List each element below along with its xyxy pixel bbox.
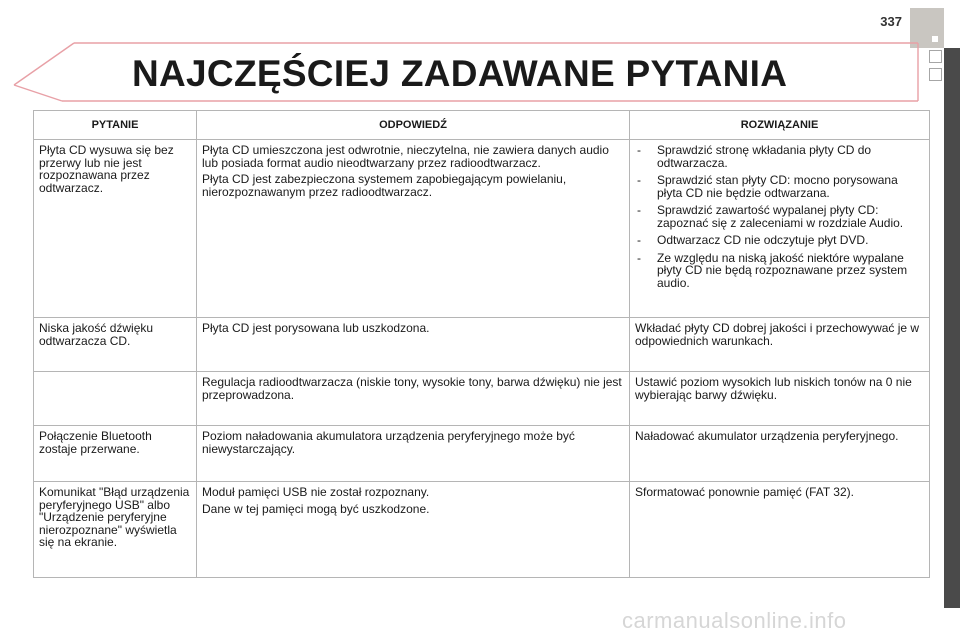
solution-item: - Ze względu na niską jakość niektóre wypalane płyty CD nie będą rozpoznawane przez system audio. <box>635 252 924 290</box>
table-row <box>34 482 930 578</box>
question-cell: Niska jakość dźwięku odtwarzacza CD. <box>34 318 197 372</box>
faq-table <box>33 110 930 578</box>
solution-item: - Sprawdzić zawartość wypalanej płyty CD: zapoznać się z zaleceniami w rozdziale Audio. <box>635 204 924 229</box>
solution-cell: Wkładać płyty CD dobrej jakości i przechowywać je w odpowiednich warunkach. <box>630 318 930 372</box>
table-row <box>34 426 930 482</box>
answer-text: Poziom naładowania akumulatora urządzenia peryferyjnego może być niewystarczający. <box>202 429 575 456</box>
solution-cell: Ustawić poziom wysokich lub niskich tonów na 0 nie wybierając barwy dźwięku. <box>630 372 930 426</box>
side-bar <box>944 48 960 608</box>
question-cell: Płyta CD wysuwa się bez przerwy lub nie jest rozpoznawana przez odtwarzacz. <box>34 140 197 318</box>
answer-cell <box>197 140 630 318</box>
solution-item: - Sprawdzić stronę wkładania płyty CD do odtwarzacza. <box>635 144 924 169</box>
page-title: NAJCZĘŚCIEJ ZADAWANE PYTANIA <box>132 53 788 94</box>
answer-cell <box>197 318 630 372</box>
answer-text: Moduł pamięci USB nie został rozpoznany. <box>202 485 430 499</box>
answer-text: Płyta CD jest zabezpieczona systemem zapobiegającym powielaniu, nierozpoznawanym przez radioodtwarzacz. <box>202 172 567 199</box>
header-question: PYTANIE <box>34 111 197 140</box>
question-cell <box>34 372 197 426</box>
watermark-text: carmanualsonline.info <box>622 608 847 633</box>
answer-text: Płyta CD umieszczona jest odwrotnie, nieczytelna, nie zawiera danych audio lub posiada format audio nieodtwarzany przez radioodtwarzacz. <box>202 143 609 170</box>
answer-cell <box>197 372 630 426</box>
answer-text: Płyta CD jest porysowana lub uszkodzona. <box>202 321 430 335</box>
header-answer: ODPOWIEDŹ <box>197 111 630 140</box>
solution-cell: Naładować akumulator urządzenia peryferyjnego. <box>630 426 930 482</box>
answer-text: Dane w tej pamięci mogą być uszkodzone. <box>202 501 430 516</box>
answer-text: Regulacja radioodtwarzacza (niskie tony, wysokie tony, barwa dźwięku) nie jest przeprowadzona. <box>202 375 622 402</box>
answer-cell <box>197 482 630 578</box>
table-row <box>34 372 930 426</box>
header-solution: ROZWIĄZANIE <box>630 111 930 140</box>
table-row <box>34 318 930 372</box>
solution-item: - Odtwarzacz CD nie odczytuje płyt DVD. <box>635 234 924 247</box>
question-cell: Połączenie Bluetooth zostaje przerwane. <box>34 426 197 482</box>
solution-list <box>635 144 924 289</box>
page-number: 337 <box>880 14 902 29</box>
answer-cell <box>197 426 630 482</box>
table-row <box>34 140 930 318</box>
table-header-row <box>34 111 930 140</box>
question-cell: Komunikat "Błąd urządzenia peryferyjnego USB" albo "Urządzenie peryferyjne nierozpoznane" wyświetla się na ekranie. <box>34 482 197 578</box>
solution-cell: Sformatować ponownie pamięć (FAT 32). <box>630 482 930 578</box>
solution-cell <box>630 140 930 318</box>
solution-item: - Sprawdzić stan płyty CD: mocno porysowana płyta CD nie będzie odtwarzana. <box>635 174 924 199</box>
